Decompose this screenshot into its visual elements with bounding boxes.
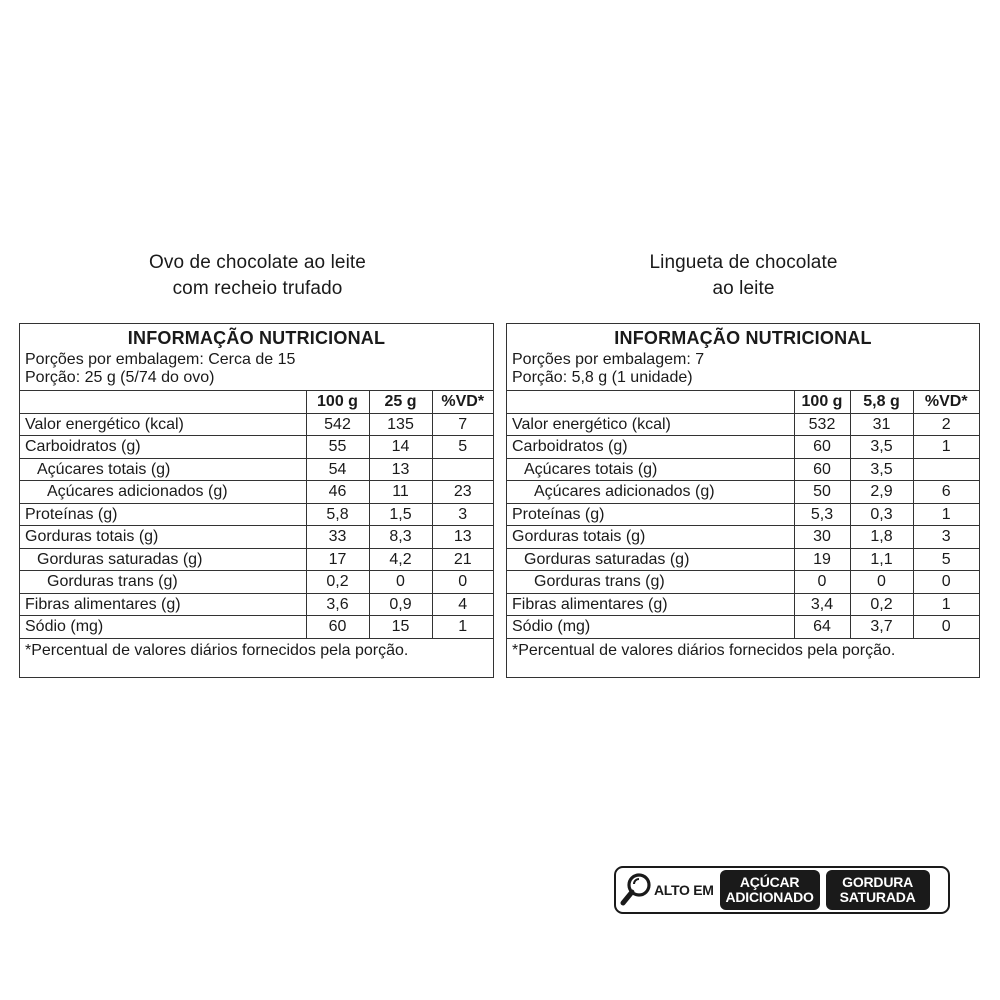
table-row: [20, 436, 493, 459]
value-per-100g: 55: [306, 436, 369, 459]
product-title-ovo: [20, 250, 495, 302]
serving-info: [507, 351, 979, 391]
value-daily-percent: 1: [913, 436, 979, 459]
table-row: [20, 616, 493, 639]
value-daily-percent: 13: [432, 526, 493, 549]
alto-em-text: ALTO EM: [654, 882, 714, 898]
value-per-100g: 3,4: [794, 593, 850, 616]
value-daily-percent: 5: [432, 436, 493, 459]
value-daily-percent: 4: [432, 593, 493, 616]
value-per-portion: 15: [369, 616, 432, 639]
table-header-row: [507, 391, 979, 413]
serving-size: Porção: 5,8 g (1 unidade): [512, 369, 693, 386]
title-line: Ovo de chocolate ao leite: [149, 252, 366, 273]
front-warning-label: [614, 866, 950, 914]
value-per-100g: 0,2: [306, 571, 369, 594]
value-per-portion: 3,5: [850, 458, 913, 481]
value-per-portion: 31: [850, 413, 913, 436]
nutrient-name: Valor energético (kcal): [20, 413, 306, 436]
nutrient-name: Açúcares totais (g): [20, 458, 306, 481]
nutrient-name: Gorduras saturadas (g): [507, 548, 794, 571]
value-daily-percent: 3: [913, 526, 979, 549]
value-per-portion: 1,1: [850, 548, 913, 571]
column-header-portion: 25 g: [369, 391, 432, 413]
value-daily-percent: [913, 458, 979, 481]
value-daily-percent: 7: [432, 413, 493, 436]
value-per-portion: 3,5: [850, 436, 913, 459]
value-per-portion: 13: [369, 458, 432, 481]
serving-info: [20, 351, 493, 391]
value-daily-percent: 0: [913, 571, 979, 594]
value-per-100g: 60: [794, 458, 850, 481]
value-per-100g: 60: [794, 436, 850, 459]
nutrient-name: Fibras alimentares (g): [507, 593, 794, 616]
value-per-portion: 1,5: [369, 503, 432, 526]
value-per-portion: 8,3: [369, 526, 432, 549]
nutrient-name: Gorduras totais (g): [507, 526, 794, 549]
nutrient-name: Açúcares adicionados (g): [20, 481, 306, 504]
servings-per-package: Porções por embalagem: Cerca de 15: [25, 351, 296, 368]
table-row: [20, 481, 493, 504]
value-per-100g: 542: [306, 413, 369, 436]
serving-size: Porção: 25 g (5/74 do ovo): [25, 369, 215, 386]
table-row: [20, 458, 493, 481]
table-row: [507, 616, 979, 639]
nutrient-name: Proteínas (g): [20, 503, 306, 526]
table-row: [507, 413, 979, 436]
column-header-100g: 100 g: [794, 391, 850, 413]
nutrient-name: Valor energético (kcal): [507, 413, 794, 436]
nutrient-name: Gorduras saturadas (g): [20, 548, 306, 571]
nutrient-name: Açúcares totais (g): [507, 458, 794, 481]
value-per-100g: 5,3: [794, 503, 850, 526]
value-per-portion: 0,3: [850, 503, 913, 526]
value-daily-percent: 23: [432, 481, 493, 504]
table-header-row: [20, 391, 493, 413]
servings-per-package: Porções por embalagem: 7: [512, 351, 705, 368]
nutrient-name: Proteínas (g): [507, 503, 794, 526]
nutrient-name: Gorduras trans (g): [507, 571, 794, 594]
value-daily-percent: 1: [432, 616, 493, 639]
value-per-100g: 17: [306, 548, 369, 571]
value-daily-percent: 0: [432, 571, 493, 594]
value-per-100g: 19: [794, 548, 850, 571]
label-header: INFORMAÇÃO NUTRICIONAL: [127, 328, 386, 348]
value-per-portion: 11: [369, 481, 432, 504]
value-daily-percent: 3: [432, 503, 493, 526]
warning-line: GORDURA: [842, 874, 914, 890]
column-header-nutrient: [20, 391, 306, 413]
warning-line: ADICIONADO: [725, 889, 814, 905]
value-per-100g: 46: [306, 481, 369, 504]
value-per-100g: 54: [306, 458, 369, 481]
value-per-100g: 30: [794, 526, 850, 549]
column-header-portion: 5,8 g: [850, 391, 913, 413]
value-daily-percent: 0: [913, 616, 979, 639]
table-row: [20, 413, 493, 436]
label-header: INFORMAÇÃO NUTRICIONAL: [614, 328, 872, 348]
table-row: [20, 526, 493, 549]
value-daily-percent: 5: [913, 548, 979, 571]
value-per-portion: 3,7: [850, 616, 913, 639]
warning-added-sugar: [720, 870, 820, 910]
table-row: [20, 503, 493, 526]
table-row: [20, 571, 493, 594]
table-row: [507, 526, 979, 549]
nutrition-table: [20, 391, 493, 639]
table-row: [507, 571, 979, 594]
value-per-100g: 0: [794, 571, 850, 594]
table-row: [507, 593, 979, 616]
nutrient-name: Sódio (mg): [20, 616, 306, 639]
nutrient-name: Gorduras totais (g): [20, 526, 306, 549]
value-daily-percent: 1: [913, 503, 979, 526]
value-per-100g: 3,6: [306, 593, 369, 616]
title-line: ao leite: [712, 278, 775, 299]
nutrition-label-lingueta: [506, 323, 980, 678]
column-header-100g: 100 g: [306, 391, 369, 413]
nutrition-label-ovo: [19, 323, 494, 678]
value-per-100g: 50: [794, 481, 850, 504]
value-per-portion: 135: [369, 413, 432, 436]
table-row: [507, 481, 979, 504]
value-per-portion: 14: [369, 436, 432, 459]
nutrient-name: Carboidratos (g): [20, 436, 306, 459]
magnifier-icon: [620, 870, 652, 910]
value-per-100g: 33: [306, 526, 369, 549]
product-title-lingueta: [507, 250, 980, 302]
value-daily-percent: 1: [913, 593, 979, 616]
column-header-nutrient: [507, 391, 794, 413]
value-per-100g: 5,8: [306, 503, 369, 526]
value-per-portion: 0,9: [369, 593, 432, 616]
footnote: *Percentual de valores diários fornecidos pela porção.: [512, 641, 896, 659]
value-daily-percent: [432, 458, 493, 481]
column-header-vd: %VD*: [913, 391, 979, 413]
value-per-100g: 64: [794, 616, 850, 639]
value-per-100g: 60: [306, 616, 369, 639]
table-row: [20, 548, 493, 571]
nutrient-name: Sódio (mg): [507, 616, 794, 639]
footnote: *Percentual de valores diários fornecidos pela porção.: [25, 641, 409, 659]
value-daily-percent: 21: [432, 548, 493, 571]
nutrient-name: Carboidratos (g): [507, 436, 794, 459]
title-line: com recheio trufado: [172, 278, 343, 299]
table-row: [507, 436, 979, 459]
table-row: [20, 593, 493, 616]
warning-saturated-fat: [826, 870, 930, 910]
value-per-portion: 0,2: [850, 593, 913, 616]
value-per-portion: 0: [369, 571, 432, 594]
value-per-portion: 1,8: [850, 526, 913, 549]
nutrient-name: Açúcares adicionados (g): [507, 481, 794, 504]
value-per-portion: 0: [850, 571, 913, 594]
value-daily-percent: 6: [913, 481, 979, 504]
nutrition-table: [507, 391, 979, 639]
value-per-portion: 4,2: [369, 548, 432, 571]
table-row: [507, 458, 979, 481]
value-per-portion: 2,9: [850, 481, 913, 504]
nutrient-name: Fibras alimentares (g): [20, 593, 306, 616]
title-line: Lingueta de chocolate: [649, 252, 838, 273]
warning-line: SATURADA: [839, 889, 916, 905]
nutrient-name: Gorduras trans (g): [20, 571, 306, 594]
column-header-vd: %VD*: [432, 391, 493, 413]
table-row: [507, 548, 979, 571]
value-per-100g: 532: [794, 413, 850, 436]
warning-line: AÇÚCAR: [739, 874, 800, 890]
value-daily-percent: 2: [913, 413, 979, 436]
table-row: [507, 503, 979, 526]
